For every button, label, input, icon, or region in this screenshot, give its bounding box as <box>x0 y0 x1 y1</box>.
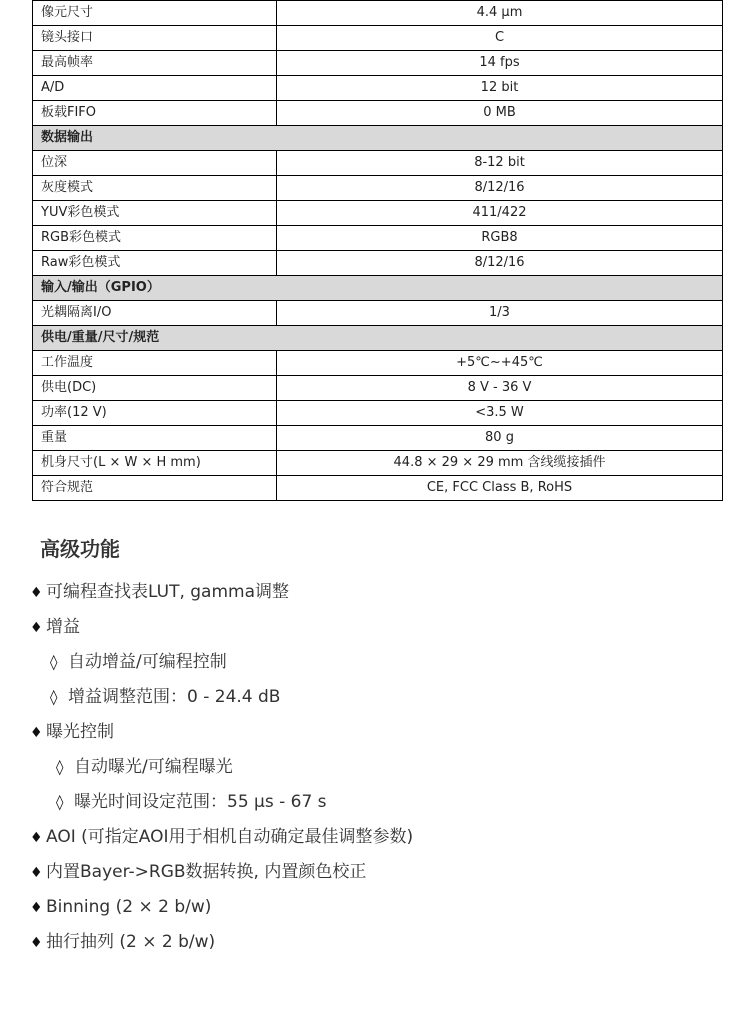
spec-key: 位深 <box>33 151 277 176</box>
feature-item <box>30 575 730 610</box>
diamond-bullet-icon: ♦ <box>30 830 43 846</box>
feature-text: 可编程查找表LUT, gamma调整 <box>46 582 290 602</box>
spec-value: 12 bit <box>277 76 723 101</box>
spec-value: 1/3 <box>277 301 723 326</box>
features-title: 高级功能 <box>40 537 120 561</box>
spec-row <box>33 1 723 26</box>
spec-key: Raw彩色模式 <box>33 251 277 276</box>
spec-row <box>33 76 723 101</box>
feature-item <box>30 610 730 645</box>
spec-table-body <box>33 1 723 501</box>
diamond-bullet-icon: ♦ <box>30 725 43 741</box>
diamond-bullet-icon: ♦ <box>30 865 43 881</box>
spec-value: 8 V - 36 V <box>277 376 723 401</box>
spec-value: 8/12/16 <box>277 251 723 276</box>
spec-key: RGB彩色模式 <box>33 226 277 251</box>
feature-text: 曝光控制 <box>46 722 114 742</box>
feature-text: 增益 <box>46 617 80 637</box>
spec-value: 8/12/16 <box>277 176 723 201</box>
spec-row <box>33 376 723 401</box>
feature-text: 自动曝光/可编程曝光 <box>74 757 233 777</box>
feature-subitem <box>30 680 730 715</box>
spec-row <box>33 176 723 201</box>
spec-value: <3.5 W <box>277 401 723 426</box>
spec-row <box>33 226 723 251</box>
spec-row <box>33 401 723 426</box>
feature-text: 增益调整范围：0 - 24.4 dB <box>68 687 281 707</box>
spec-row <box>33 351 723 376</box>
spec-key: YUV彩色模式 <box>33 201 277 226</box>
hollow-diamond-bullet-icon: ◊ <box>50 688 58 706</box>
hollow-diamond-bullet-icon: ◊ <box>56 758 64 776</box>
spec-key: 最高帧率 <box>33 51 277 76</box>
diamond-bullet-icon: ♦ <box>30 900 43 916</box>
spec-row <box>33 426 723 451</box>
section-header: 输入/输出（GPIO） <box>33 276 723 301</box>
spec-row <box>33 476 723 501</box>
spec-key: 重量 <box>33 426 277 451</box>
feature-text: 抽行抽列 (2 × 2 b/w) <box>46 932 216 952</box>
spec-row <box>33 51 723 76</box>
spec-key: 符合规范 <box>33 476 277 501</box>
spec-row <box>33 451 723 476</box>
feature-subitem <box>30 785 730 820</box>
spec-row <box>33 251 723 276</box>
feature-text: 曝光时间设定范围：55 µs - 67 s <box>74 792 327 812</box>
spec-key: 板载FIFO <box>33 101 277 126</box>
section-header: 供电/重量/尺寸/规范 <box>33 326 723 351</box>
spec-key: 功率(12 V) <box>33 401 277 426</box>
spec-table <box>32 0 723 501</box>
diamond-bullet-icon: ♦ <box>30 585 43 601</box>
spec-key: 像元尺寸 <box>33 1 277 26</box>
feature-item <box>30 820 730 855</box>
spec-value: C <box>277 26 723 51</box>
feature-text: 内置Bayer->RGB数据转换, 内置颜色校正 <box>46 862 367 882</box>
feature-list <box>30 575 730 960</box>
spec-key: 供电(DC) <box>33 376 277 401</box>
spec-value: RGB8 <box>277 226 723 251</box>
spec-key: 镜头接口 <box>33 26 277 51</box>
spec-value: CE, FCC Class B, RoHS <box>277 476 723 501</box>
spec-row <box>33 151 723 176</box>
spec-key: 工作温度 <box>33 351 277 376</box>
spec-key: 光耦隔离I/O <box>33 301 277 326</box>
feature-subitem <box>30 750 730 785</box>
feature-text: AOI (可指定AOI用于相机自动确定最佳调整参数) <box>46 827 414 847</box>
hollow-diamond-bullet-icon: ◊ <box>56 793 64 811</box>
feature-item <box>30 855 730 890</box>
spec-key: 灰度模式 <box>33 176 277 201</box>
diamond-bullet-icon: ♦ <box>30 620 43 636</box>
features-section <box>30 533 730 960</box>
feature-text: 自动增益/可编程控制 <box>68 652 227 672</box>
spec-value: +5℃~+45℃ <box>277 351 723 376</box>
spec-row <box>33 101 723 126</box>
section-header-row <box>33 326 723 351</box>
spec-value: 4.4 µm <box>277 1 723 26</box>
spec-value: 0 MB <box>277 101 723 126</box>
feature-item <box>30 890 730 925</box>
spec-value: 411/422 <box>277 201 723 226</box>
spec-row <box>33 301 723 326</box>
spec-value: 8-12 bit <box>277 151 723 176</box>
hollow-diamond-bullet-icon: ◊ <box>50 653 58 671</box>
spec-value: 80 g <box>277 426 723 451</box>
section-header: 数据输出 <box>33 126 723 151</box>
section-header-row <box>33 276 723 301</box>
spec-value: 44.8 × 29 × 29 mm 含线缆接插件 <box>277 451 723 476</box>
feature-item <box>30 715 730 750</box>
feature-text: Binning (2 × 2 b/w) <box>46 897 212 917</box>
feature-subitem <box>30 645 730 680</box>
spec-key: 机身尺寸(L × W × H mm) <box>33 451 277 476</box>
spec-value: 14 fps <box>277 51 723 76</box>
spec-row <box>33 26 723 51</box>
spec-row <box>33 201 723 226</box>
diamond-bullet-icon: ♦ <box>30 935 43 951</box>
section-header-row <box>33 126 723 151</box>
spec-key: A/D <box>33 76 277 101</box>
feature-item <box>30 925 730 960</box>
